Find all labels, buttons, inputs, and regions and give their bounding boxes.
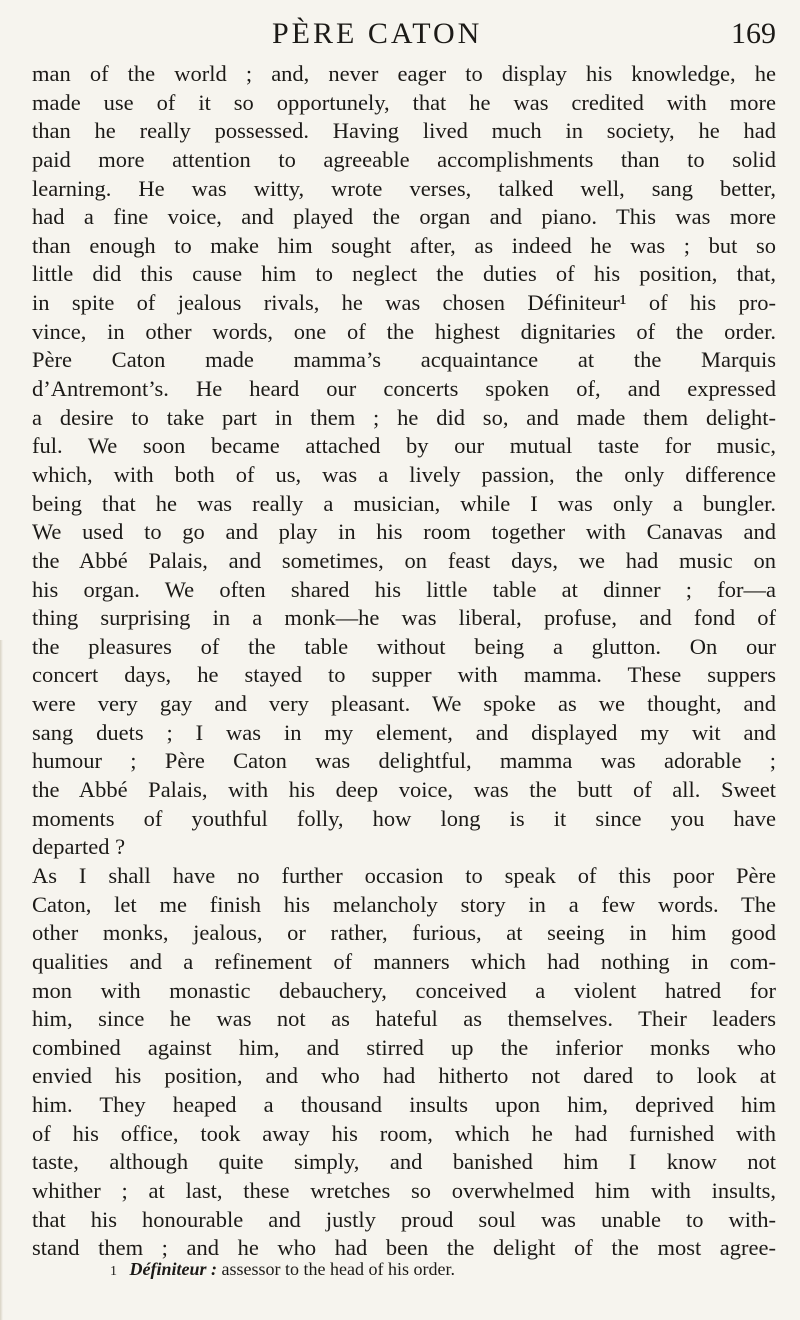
text-line: whither ; at last, these wretches so overwhelmed him with insults,: [32, 1177, 776, 1203]
running-head: PÈRE CATON: [272, 17, 483, 50]
text-line: him, since he was not as hateful as themselves. Their leaders: [32, 1006, 776, 1032]
text-line: stand them ; and he who had been the delight of the most agree-: [32, 1235, 776, 1261]
text-line: We used to go and play in his room together with Canavas and: [32, 519, 776, 545]
text-line: d’Antremont’s. He heard our concerts spoken of, and expressed: [32, 376, 776, 402]
text-line: were very gay and very pleasant. We spoke as we thought, and: [32, 691, 776, 717]
text-line: being that he was really a musician, while I was only a bungler.: [32, 490, 776, 516]
text-line: moments of youthful folly, how long is it since you have: [32, 805, 776, 831]
footnote-text: assessor to the head of his order.: [221, 1259, 455, 1279]
text-line: than he really possessed. Having lived much in society, he had: [32, 118, 776, 144]
text-line: a desire to take part in them ; he did so, and made them delight-: [32, 404, 776, 430]
text-line: other monks, jealous, or rather, furious, at seeing in him good: [32, 920, 776, 946]
text-line: combined against him, and stirred up the inferior monks who: [32, 1034, 776, 1060]
text-line: than enough to make him sought after, as indeed he was ; but so: [32, 232, 776, 258]
page-number: 169: [731, 17, 776, 50]
text-line: departed ?: [32, 834, 126, 860]
page-edge-shadow: [0, 640, 3, 1320]
text-line: that his honourable and justly proud soul was unable to with-: [32, 1206, 776, 1232]
page-header: [0, 14, 800, 54]
text-line: ful. We soon became attached by our mutual taste for music,: [32, 433, 776, 459]
text-line: vince, in other words, one of the highest dignitaries of the order.: [32, 318, 776, 344]
text-line: his organ. We often shared his little table at dinner ; for—a: [32, 576, 776, 602]
text-line: Caton, let me finish his melancholy story in a few words. The: [32, 891, 776, 917]
footnote-mark: 1: [110, 1264, 117, 1279]
text-line: learning. He was witty, wrote verses, talked well, sang better,: [32, 175, 776, 201]
text-line: thing surprising in a monk—he was liberal, profuse, and fond of: [32, 605, 776, 631]
text-line: paid more attention to agreeable accomplishments than to solid: [32, 146, 776, 172]
text-line: concert days, he stayed to supper with mamma. These suppers: [32, 662, 776, 688]
body-text: [32, 60, 776, 1263]
text-line: the Abbé Palais, and sometimes, on feast days, we had music on: [32, 547, 776, 573]
text-line: of his office, took away his room, which he had furnished with: [32, 1120, 776, 1146]
text-line: in spite of jealous rivals, he was chosen Définiteur¹ of his pro-: [32, 290, 776, 316]
text-line: taste, although quite simply, and banished him I know not: [32, 1149, 776, 1175]
text-line: him. They heaped a thousand insults upon him, deprived him: [32, 1092, 776, 1118]
text-line: had a fine voice, and played the organ and piano. This was more: [32, 204, 776, 230]
text-line: made use of it so opportunely, that he was credited with more: [32, 89, 776, 115]
text-line: envied his position, and who had hitherto not dared to look at: [32, 1063, 776, 1089]
text-line: qualities and a refinement of manners which had nothing in com-: [32, 948, 776, 974]
text-line: sang duets ; I was in my element, and displayed my wit and: [32, 719, 776, 745]
text-line: little did this cause him to neglect the duties of his position, that,: [32, 261, 776, 287]
footnote: [110, 1257, 455, 1284]
text-line: the pleasures of the table without being a glutton. On our: [32, 633, 776, 659]
text-line: mon with monastic debauchery, conceived a violent hatred for: [32, 977, 776, 1003]
footnote-term: Définiteur :: [129, 1259, 217, 1279]
text-line: the Abbé Palais, with his deep voice, was the butt of all. Sweet: [32, 777, 776, 803]
text-line: As I shall have no further occasion to speak of this poor Père: [32, 862, 776, 888]
text-line: Père Caton made mamma’s acquaintance at the Marquis: [32, 347, 776, 373]
text-line: man of the world ; and, never eager to display his knowledge, he: [32, 61, 776, 86]
text-line: humour ; Père Caton was delightful, mamma was adorable ;: [32, 748, 776, 774]
text-line: which, with both of us, was a lively passion, the only difference: [32, 461, 776, 487]
